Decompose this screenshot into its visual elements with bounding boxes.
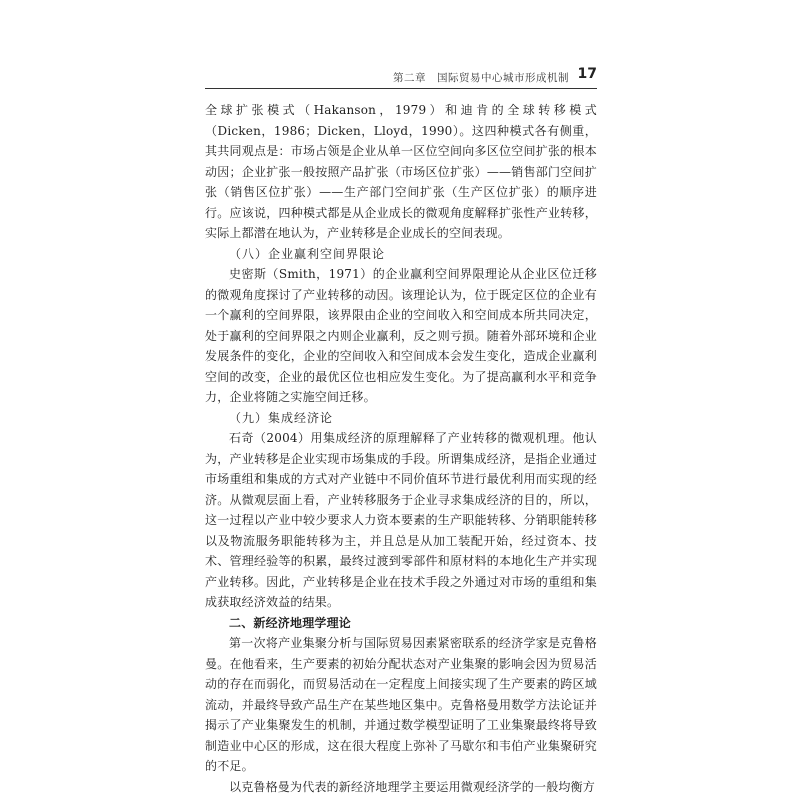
body-paragraph: 史密斯（Smith，1971）的企业赢利空间界限理论从企业区位迁移的微观角度探讨了产业转移的动因。该理论认为，位于既定区位的企业有一个赢利的空间界限，该界限由企业的空间收入和空间成本所共同决定，处于赢利的空间界限之内则企业赢利，反之则亏损。随着外部环境和企业发展条件的变化，企业的空间收入和空间成本会发生变化，造成企业赢利空间的改变，企业的最优区位也相应发生变化。为了提高赢利水平和竞争力，企业将随之实施空间迁移。	[205, 267, 597, 404]
page-body	[205, 100, 597, 797]
body-paragraph: 全球扩张模式（Hakanson，1979）和迪肯的全球转移模式（Dicken，1986；Dicken，Lloyd，1990）。这四种模式各有侧重，其共同观点是：市场占领是企业从单一区位空间向多区位空间扩张的根本动因；企业扩张一般按照产品扩张（市场区位扩张）——销售部门空间扩张（销售区位扩张）——生产部门空间扩张（生产区位扩张）的顺序进行。应该说，四种模式都是从企业成长的微观角度解释扩张性产业转移，实际上都潜在地认为，产业转移是企业成长的空间表现。	[205, 103, 597, 240]
page-number: 17	[577, 66, 597, 82]
subsection-heading: （九）集成经济论	[229, 410, 334, 425]
body-paragraph: 以克鲁格曼为代表的新经济地理学主要运用微观经济学的一般均衡方	[229, 779, 596, 794]
body-paragraph: 第一次将产业集聚分析与国际贸易因素紧密联系的经济学家是克鲁格曼。在他看来，生产要素的初始分配状态对产业集聚的影响会因为贸易活动的存在而弱化，而贸易活动在一定程度上间接实现了生产要素的跨区域流动，并最终导致产品生产在某些地区集中。克鲁格曼用数学方法论证并揭示了产业集聚发生的机制，并通过数学模型证明了工业集聚最终将导致制造业中心区的形成，这在很大程度上弥补了马歇尔和韦伯产业集聚研究的不足。	[205, 636, 597, 773]
body-paragraph: 石奇（2004）用集成经济的原理解释了产业转移的微观机理。他认为，产业转移是企业实现市场集成的手段。所谓集成经济，是指企业通过市场重组和集成的方式对产业链中不同价值环节进行最优利用而实现的经济。从微观层面上看，产业转移服务于企业寻求集成经济的目的，所以，这一过程以产业中较少要求人力资本要素的生产职能转移、分销职能转移以及物流服务职能转移为主，并且总是从加工装配开始，经过资本、技术、管理经验等的积累，最终过渡到零部件和原材料的本地化生产并实现产业转移。因此，产业转移是企业在技术手段之外通过对市场的重组和集成获取经济效益的结果。	[205, 431, 597, 609]
running-header	[205, 66, 597, 89]
section-heading: 二、新经济地理学理论	[229, 615, 352, 630]
chapter-title: 第二章 国际贸易中心城市形成机制	[393, 72, 569, 84]
subsection-heading: （八）企业赢利空间界限论	[229, 246, 386, 261]
